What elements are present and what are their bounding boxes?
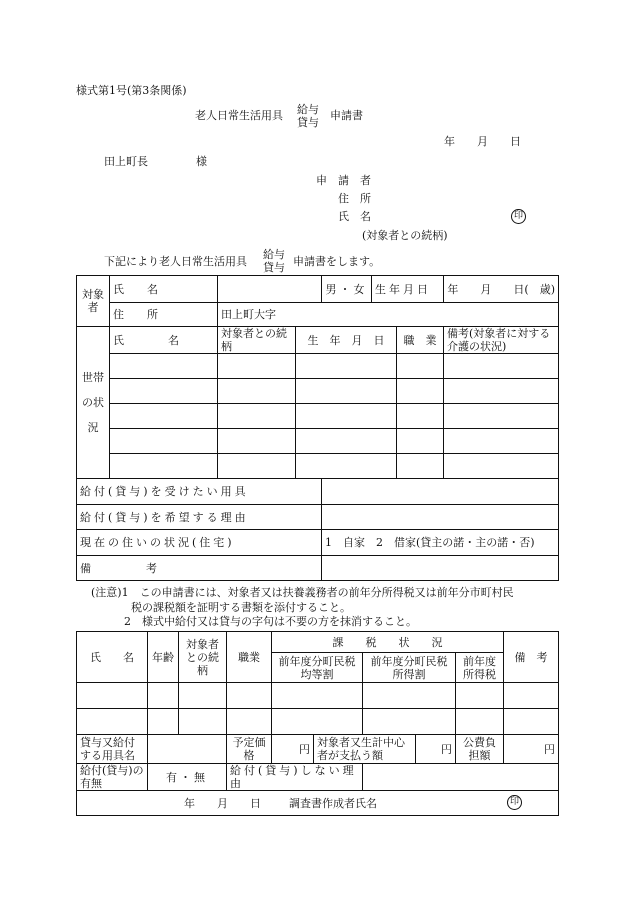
survey-name-cell[interactable] [77, 709, 148, 735]
household-birth-cell[interactable] [296, 429, 397, 454]
subject-address-label: 住 所 [110, 303, 218, 327]
household-note-header: 備考(対象者に対する介護の状況) [444, 327, 559, 354]
survey-tax1-cell[interactable] [272, 709, 363, 735]
tax-per-capita-header: 前年度分町民税均等割 [272, 653, 363, 683]
survey-name-cell[interactable] [77, 683, 148, 709]
household-job-cell[interactable] [397, 454, 444, 479]
household-name-header: 氏 名 [110, 327, 218, 354]
birth-date-field[interactable]: 年 月 日( 歳) [444, 276, 559, 303]
applicant-address-label: 住 所 [338, 192, 371, 205]
income-tax-header: 前年度所得税 [456, 653, 504, 683]
no-grant-reason-field[interactable] [363, 764, 559, 791]
household-name-cell[interactable] [110, 379, 218, 404]
household-job-cell[interactable] [397, 429, 444, 454]
household-job-cell[interactable] [397, 404, 444, 429]
subject-address-field[interactable]: 田上町大字 [218, 303, 559, 327]
intro-prefix: 下記により老人日常生活用具 [104, 255, 247, 268]
household-row [77, 429, 559, 454]
remarks-label: 備 考 [77, 556, 322, 581]
requested-items-label: 給付(貸与)を受けたい用具 [77, 479, 322, 505]
addressee-honorific: 様 [196, 155, 207, 168]
survey-relation-cell[interactable] [179, 709, 227, 735]
tax-status-header: 課 税 状 況 [272, 632, 504, 653]
household-row [77, 354, 559, 379]
household-birth-cell[interactable] [296, 354, 397, 379]
household-relation-cell[interactable] [218, 354, 296, 379]
survey-tax2-cell[interactable] [363, 683, 456, 709]
household-relation-cell[interactable] [218, 454, 296, 479]
survey-age-cell[interactable] [148, 683, 179, 709]
note-1a: (注意)1 この申請書には、対象者又は扶養義務者の前年分所得税又は前年分市町村民 [91, 586, 514, 599]
household-relation-cell[interactable] [218, 429, 296, 454]
survey-remarks-cell[interactable] [504, 683, 559, 709]
price-field[interactable]: 円 [272, 735, 314, 764]
public-burden-label: 公費負担額 [456, 735, 504, 764]
seal-mark-icon: 印 [511, 209, 526, 224]
household-birth-cell[interactable] [296, 379, 397, 404]
title-alt-kyuyo: 給与 [297, 103, 319, 116]
survey-age-header: 年齢 [148, 632, 179, 683]
household-note-cell[interactable] [444, 429, 559, 454]
payer-amount-label: 対象者又生計中心者が支払う額 [314, 735, 416, 764]
applicant-name-label: 氏 名 [338, 210, 371, 223]
public-burden-field[interactable]: 円 [504, 735, 559, 764]
request-reason-field[interactable] [322, 505, 559, 530]
survey-job-cell[interactable] [227, 709, 272, 735]
survey-tax2-cell[interactable] [363, 709, 456, 735]
survey-relation-cell[interactable] [179, 683, 227, 709]
household-relation-cell[interactable] [218, 379, 296, 404]
intro-alternatives [263, 248, 285, 274]
survey-age-cell[interactable] [148, 709, 179, 735]
birth-date-label: 生年月日 [372, 276, 444, 303]
note-1b: 税の課税額を証明する書類を添付すること。 [131, 601, 351, 614]
survey-footer [77, 791, 559, 816]
item-name-field[interactable] [148, 735, 227, 764]
applicant-label: 申 請 者 [316, 174, 371, 187]
survey-row [77, 709, 559, 735]
survey-author-label: 調査書作成者氏名 [289, 797, 377, 810]
household-note-cell[interactable] [444, 454, 559, 479]
household-birth-header: 生 年 月 日 [296, 327, 397, 354]
survey-remarks-cell[interactable] [504, 709, 559, 735]
survey-date: 年 月 日 [184, 797, 261, 810]
household-note-cell[interactable] [444, 404, 559, 429]
intro-alt-kyuyo: 給与 [263, 248, 285, 261]
payer-amount-field[interactable]: 円 [416, 735, 456, 764]
subject-name-label: 氏 名 [110, 276, 218, 303]
survey-table [76, 631, 559, 816]
survey-job-header: 職業 [227, 632, 272, 683]
survey-tax3-cell[interactable] [456, 709, 504, 735]
form-number: 様式第1号(第3条関係) [76, 84, 187, 97]
household-job-cell[interactable] [397, 379, 444, 404]
household-birth-cell[interactable] [296, 404, 397, 429]
subject-label: 対象者 [77, 276, 110, 327]
price-label: 予定価格 [227, 735, 272, 764]
application-date: 年 月 日 [444, 135, 521, 148]
household-row [77, 404, 559, 429]
survey-name-header: 氏 名 [77, 632, 148, 683]
applicant-relation-note: (対象者との続柄) [362, 229, 448, 242]
grant-status-label: 給付(貸与)の有無 [77, 764, 148, 791]
remarks-field[interactable] [322, 556, 559, 581]
requested-items-field[interactable] [322, 479, 559, 505]
title-suffix: 申請書 [330, 109, 363, 122]
request-reason-label: 給付(貸与)を希望する理由 [77, 505, 322, 530]
household-name-cell[interactable] [110, 429, 218, 454]
household-label: 世帯の状況 [77, 327, 110, 479]
survey-relation-header: 対象者との続柄 [179, 632, 227, 683]
survey-job-cell[interactable] [227, 683, 272, 709]
subject-name-field[interactable] [218, 276, 322, 303]
household-relation-header: 対象者との続柄 [218, 327, 296, 354]
title-alt-taiyo: 貸与 [297, 116, 319, 129]
survey-row [77, 683, 559, 709]
household-name-cell[interactable] [110, 404, 218, 429]
title-prefix: 老人日常生活用具 [195, 109, 283, 122]
tax-income-levy-header: 前年度分町民税所得割 [363, 653, 456, 683]
housing-status-options[interactable]: 1 自家 2 借家(貸主の諾・主の諾・否) [322, 530, 559, 556]
seal-mark-icon: 印 [507, 795, 522, 810]
main-application-table [76, 275, 559, 581]
survey-tax3-cell[interactable] [456, 683, 504, 709]
survey-remarks-header: 備 考 [504, 632, 559, 683]
note-2: 2 様式中給付又は貸与の字句は不要の方を抹消すること。 [124, 615, 417, 628]
household-name-cell[interactable] [110, 354, 218, 379]
no-grant-reason-label: 給付(貸与)しない理由 [227, 764, 363, 791]
intro-alt-taiyo: 貸与 [263, 261, 285, 274]
household-row [77, 454, 559, 479]
grant-status-options[interactable]: 有・無 [148, 764, 227, 791]
title-alternatives [297, 103, 319, 129]
intro-suffix: 申請書をします。 [293, 255, 381, 268]
household-note-cell[interactable] [444, 379, 559, 404]
household-relation-cell[interactable] [218, 404, 296, 429]
addressee-name: 田上町長 [104, 155, 148, 168]
survey-tax1-cell[interactable] [272, 683, 363, 709]
household-birth-cell[interactable] [296, 454, 397, 479]
household-job-header: 職 業 [397, 327, 444, 354]
sex-options[interactable]: 男・女 [322, 276, 372, 303]
household-note-cell[interactable] [444, 354, 559, 379]
household-row [77, 379, 559, 404]
housing-status-label: 現在の住いの状況(住宅) [77, 530, 322, 556]
item-name-label: 貸与又給付する用具名 [77, 735, 148, 764]
household-name-cell[interactable] [110, 454, 218, 479]
household-job-cell[interactable] [397, 354, 444, 379]
